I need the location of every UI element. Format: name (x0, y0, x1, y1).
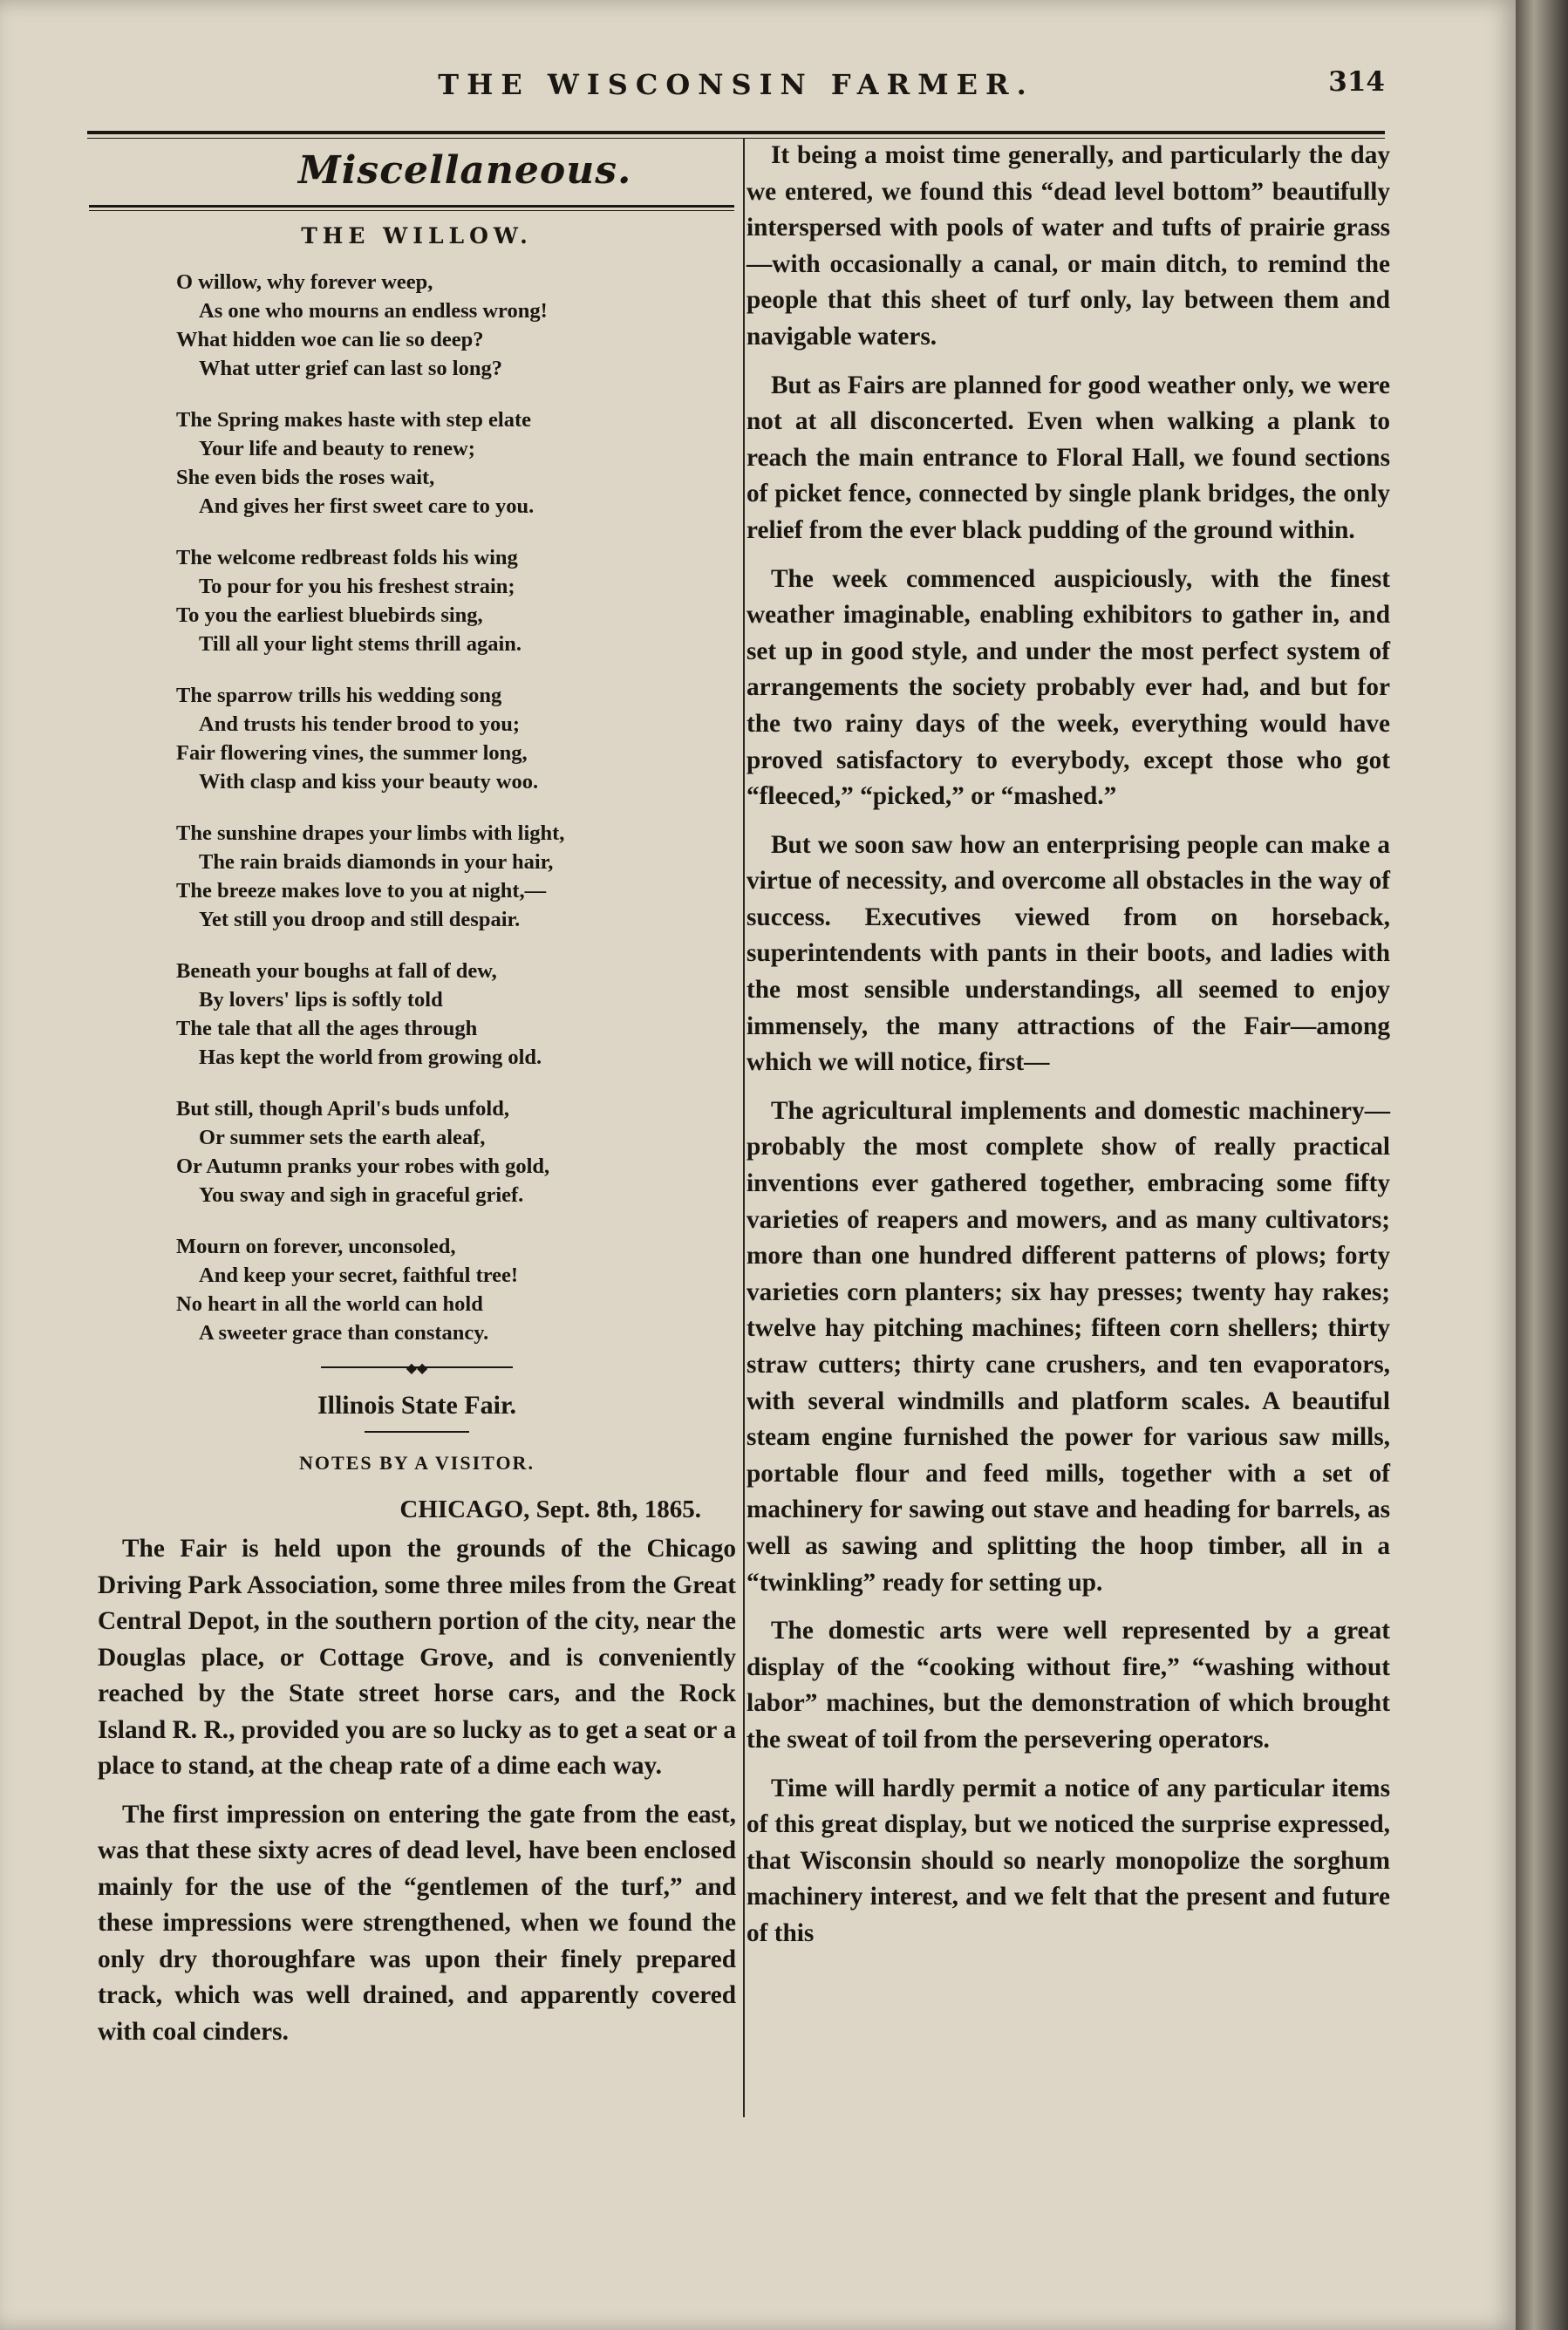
verse-line: Has kept the world from growing old. (199, 1046, 542, 1069)
verse-line: Beneath your boughs at fall of dew, (176, 959, 497, 983)
article-title: Illinois State Fair. (317, 1391, 517, 1420)
verse-line: The Spring makes haste with step elate (176, 408, 531, 432)
article-paragraph: The first impression on entering the gate from the east, was that these sixty acres of dead level, have been enclosed mainly for the use of the “gentlemen of the turf,” and these impressions were strengthened, when we found the only dry thoroughfare was upon their finely prepared track, which was well drained, and apparently covered with coal cinders. (98, 1800, 736, 2046)
verse-line: The sparrow trills his wedding song (176, 684, 502, 707)
article-paragraph: It being a moist time generally, and particularly the day we entered, we found this “dead level bottom” beautifully interspersed with pools of water and tufts of prairie grass—with occasionally a canal, or main ditch, to remind the people that this sheet of turf only, lay between them and navigable waters. (747, 141, 1390, 351)
stanza (176, 1232, 736, 1347)
verse-line: But still, though April's buds unfold, (176, 1097, 509, 1121)
stanza (176, 819, 736, 934)
stanza (176, 957, 736, 1072)
section-title: Miscellaneous. (298, 148, 632, 193)
verse-line: You sway and sigh in graceful grief. (199, 1183, 524, 1207)
column-divider (743, 138, 745, 2117)
verse-line: A sweeter grace than constancy. (199, 1321, 489, 1345)
verse-line: The tale that all the ages through (176, 1017, 478, 1040)
verse-line: To you the earliest bluebirds sing, (176, 603, 483, 627)
section-rule (89, 205, 734, 211)
verse-line: And keep your secret, faithful tree! (199, 1264, 519, 1287)
verse-line: The rain braids diamonds in your hair, (199, 850, 554, 874)
article-paragraph: But as Fairs are planned for good weather only, we were not at all disconcerted. Even when walking a plank to reach the main entrance to Floral Hall, we found sections of picket fence, connected by single plank bridges, the only relief from the ever black pudding of the ground within. (747, 371, 1390, 544)
article-dateline: CHICAGO, Sept. 8th, 1865. (399, 1495, 701, 1523)
left-column (98, 138, 736, 2062)
ornament-line (321, 1366, 513, 1368)
verse-line: O willow, why forever weep, (176, 270, 433, 294)
verse-line: And trusts his tender brood to you; (199, 712, 521, 736)
verse-line: As one who mourns an endless wrong! (199, 299, 548, 323)
article-paragraph: The Fair is held upon the grounds of the Chicago Driving Park Association, some three miles from the Great Central Depot, in the southern portion of the city, near the Douglas place, or Cottage Grove, and is conveniently reached by the State street horse cars, and the Rock Island R. R., provided you are so lucky as to get a seat or a place to stand, at the cheap rate of a dime each way. (98, 1535, 736, 1780)
stanza (176, 681, 736, 796)
stanza (176, 268, 736, 383)
article-paragraph: Time will hardly permit a notice of any particular items of this great display, but we noticed the surprise expressed, that Wisconsin should so nearly monopolize the sorghum machinery interest, and we felt that the present and future of this (747, 1774, 1390, 1947)
title-rule (365, 1431, 469, 1433)
verse-line: What hidden woe can lie so deep? (176, 328, 484, 351)
page-header (87, 61, 1385, 122)
verse-line: And gives her first sweet care to you. (199, 494, 535, 518)
verse-line: The welcome redbreast folds his wing (176, 546, 518, 569)
article-paragraph: The domestic arts were well represented by a great display of the “cooking without fire,” “washing without labor” machines, but the demonstration of which brought the sweat of toil from the persevering operators. (747, 1617, 1390, 1754)
verse-line: By lovers' lips is softly told (199, 988, 443, 1012)
verse-line: Or summer sets the earth aleaf, (199, 1126, 486, 1149)
verse-line: She even bids the roses wait, (176, 466, 435, 489)
poem-title: THE WILLOW. (301, 223, 533, 249)
verse-line: With clasp and kiss your beauty woo. (199, 770, 539, 794)
verse-line: Yet still you droop and still despair. (199, 908, 521, 931)
right-column (747, 138, 1390, 1965)
verse-line: The sunshine drapes your limbs with light, (176, 821, 565, 845)
article-byline: NOTES BY A VISITOR. (299, 1452, 535, 1474)
diamond-ornament-icon: ◆◆ (406, 1359, 428, 1376)
verse-line: Or Autumn pranks your robes with gold, (176, 1155, 550, 1178)
ornament-rule (98, 1359, 736, 1375)
stanza (176, 1094, 736, 1209)
stanza (176, 405, 736, 521)
verse-line: Till all your light stems thrill again. (199, 632, 522, 656)
article-paragraph: The agricultural implements and domestic machinery—probably the most complete show of really practical inventions ever gathered together, embracing some fifty varieties of reapers and mowers, and as many cultivators; more than one hundred different patterns of plows; forty varieties corn planters; six hay presses; twenty hay rakes; twelve hay pitching machines; fifteen corn shellers; thirty straw cutters; thirty cane crushers, and ten evaporators, with several windmills and platform scales. A beautiful steam engine furnished the power for various saw mills, portable flour and feed mills, together with a set of machinery for sawing out stave and heading for barrels, as well as sawing and splitting the hoop timber, all in a “twinkling” ready for setting up. (747, 1096, 1390, 1597)
article-paragraph: The week commenced auspiciously, with the finest weather imaginable, enabling exhibitors to gather in, and set up in good style, and under the most perfect system of arrangements the society probably ever had, and but for the two rainy days of the week, everything would have proved satisfactory to everybody, except those who got “fleeced,” “picked,” or “mashed.” (747, 564, 1390, 811)
article-paragraph: But we soon saw how an enterprising people can make a virtue of necessity, and overcome all obstacles in the way of success. Executives viewed from on horseback, superintendents with pants in their boots, and ladies with the most sensible understandings, all seemed to enjoy immensely, the many attractions of the Fair—among which we will notice, first— (747, 830, 1390, 1077)
page-number: 314 (1328, 66, 1385, 98)
verse-line: No heart in all the world can hold (176, 1292, 483, 1316)
verse-line: What utter grief can last so long? (199, 357, 502, 380)
verse-line: The breeze makes love to you at night,— (176, 879, 547, 903)
book-page-edge (1516, 0, 1568, 2330)
verse-line: Your life and beauty to renew; (199, 437, 475, 460)
verse-line: Fair flowering vines, the summer long, (176, 741, 528, 765)
poem (98, 268, 736, 1347)
verse-line: Mourn on forever, unconsoled, (176, 1235, 456, 1258)
verse-line: To pour for you his freshest strain; (199, 575, 515, 598)
stanza (176, 543, 736, 658)
running-title: THE WISCONSIN FARMER. (438, 68, 1034, 101)
